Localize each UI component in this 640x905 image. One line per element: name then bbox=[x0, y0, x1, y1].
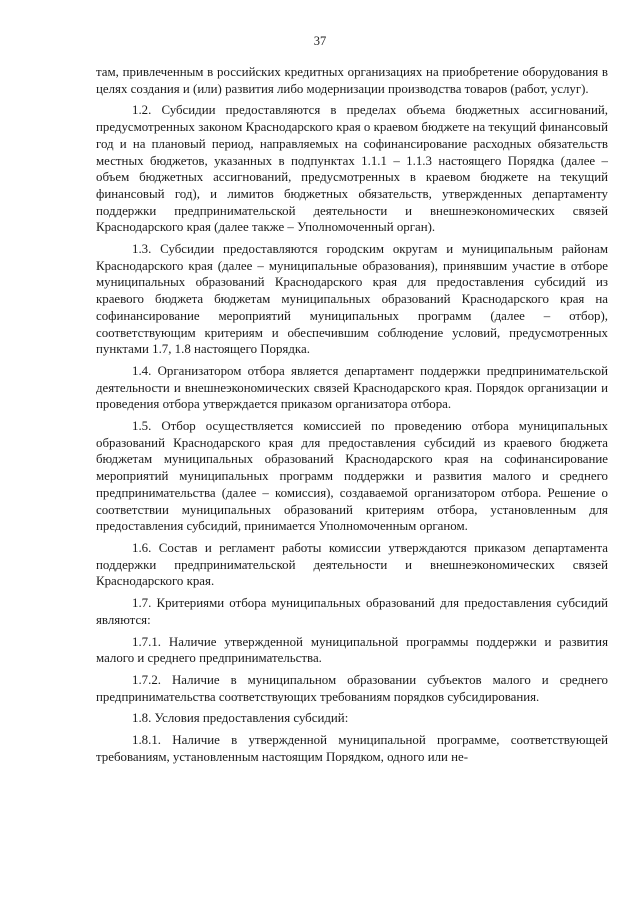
page-number: 37 bbox=[313, 34, 327, 48]
paragraph-1-2: 1.2. Субсидии предоставляются в пределах объема бюджетных ассигнований, предусмотренных законом Краснодарского края о краевом бюджете на текущий финансовый год и на плановый период, направляемых на софинансирование расходных обязательств местных бюджетов, указанных в подпунктах 1.1.1 – 1.1.3 настоящего Порядка (далее – объем бюджетных ассигнований, предусмотренных в краевом бюджете на текущий финансовый год), и лимитов бюджетных обязательств, утвержденных департаменту поддержки предпринимательской деятельности и внешнеэкономических связей Краснодарского края (далее также – Уполномоченный орган). bbox=[96, 103, 608, 235]
paragraph-1-7-2: 1.7.2. Наличие в муниципальном образовании субъектов малого и среднего предпринимательства соответствующих требованиям порядков субсидирования. bbox=[96, 672, 608, 704]
paragraph-1-6: 1.6. Состав и регламент работы комиссии утверждаются приказом департамента поддержки предпринимательской деятельности и внешнеэкономических связей Краснодарского края. bbox=[96, 540, 608, 589]
paragraph-continuation: там, привлеченным в российских кредитных организациях на приобретение оборудования в целях создания и (или) развития либо модернизации производства товаров (работ, услуг). bbox=[96, 65, 608, 96]
paragraph-1-7-1: 1.7.1. Наличие утвержденной муниципальной программы поддержки и развития малого и среднего предпринимательства. bbox=[96, 634, 608, 666]
paragraph-1-4: 1.4. Организатором отбора является департамент поддержки предпринимательской деятельности и внешнеэкономических связей Краснодарского края. Порядок организации и проведения отбора утверждается приказом организатора отбора. bbox=[96, 363, 608, 412]
paragraph-1-8: 1.8. Условия предоставления субсидий: bbox=[132, 711, 349, 726]
paragraph-1-7: 1.7. Критериями отбора муниципальных образований для предоставления субсидий являются: bbox=[96, 596, 608, 627]
paragraph-1-5: 1.5. Отбор осуществляется комиссией по проведению отбора муниципальных образований Краснодарского края для предоставления субсидий из краевого бюджета бюджетам муниципальных образований Краснодарского края на софинансирование мероприятий муниципальных программ поддержки и развития малого и среднего предпринимательства (далее – комиссия), создаваемой организатором отбора. Решение о соответствии муниципальных образований критериям отбора, установленным для предоставления субсидий, принимается Уполномоченным органом. bbox=[96, 419, 608, 534]
paragraph-1-8-1: 1.8.1. Наличие в утвержденной муниципальной программе, соответствующей требованиям, установленным настоящим Порядком, одного или не- bbox=[96, 733, 608, 764]
document-body bbox=[96, 64, 608, 765]
paragraph-1-3: 1.3. Субсидии предоставляются городским округам и муниципальным районам Краснодарского края (далее – муниципальные образования), принявшим участие в отборе муниципальных образований Краснодарского края для предоставления субсидий из краевого бюджета бюджетам муниципальных образований Краснодарского края на софинансирование мероприятий муниципальных программ (далее – отбор), соответствующим критериям и обеспечившим соблюдение условий, предусмотренных пунктами 1.7, 1.8 настоящего Порядка. bbox=[96, 242, 608, 357]
